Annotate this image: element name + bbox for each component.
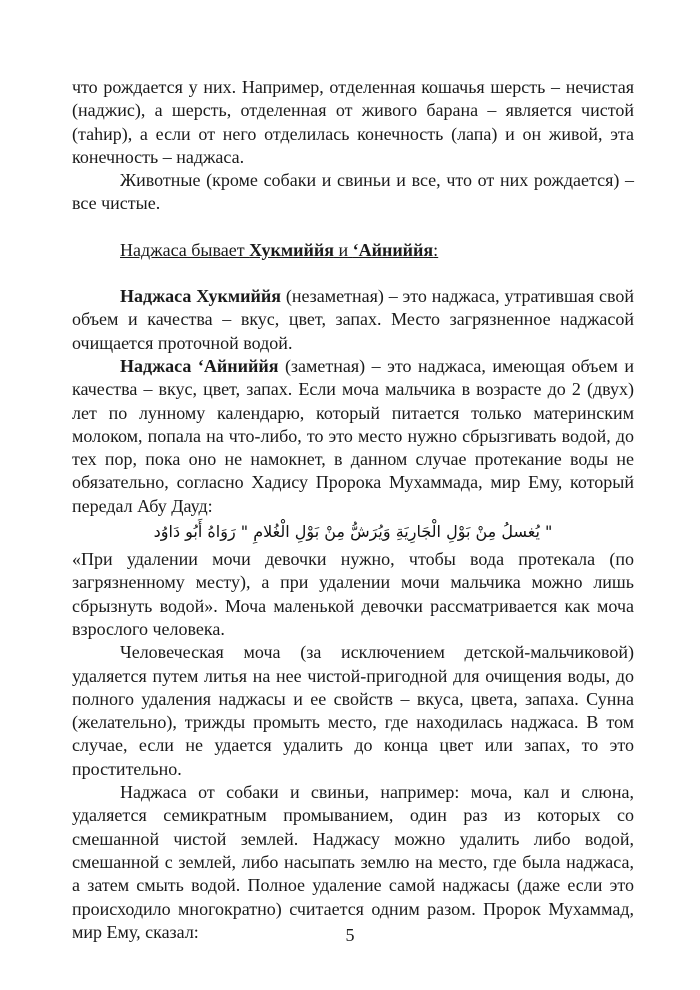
spacer [72,262,634,285]
page-body [72,76,634,944]
spacer [72,216,634,239]
heading-text-3: : [433,239,439,260]
heading-term-hukmiyya: Хукмиййя [249,239,334,260]
paragraph-hukmiyya [72,285,634,355]
page-number: 5 [345,925,355,945]
term-hukmiyya: Наджаса Хукмиййя [120,286,281,307]
heading-text-1: Наджаса бывает [120,239,250,260]
arabic-hadith: " يُغسلُ مِنْ بَوْلِ الْجَارِيَةِ وَيُرَشُّ مِنْ بَوْلِ الْغُلامِ " رَوَاهُ أَبُو دَاوُد [153,522,553,542]
paragraph-ayniyya [72,355,634,518]
paragraph-2: Животные (кроме собаки и свиньи и все, что от них рождается) – все чистые. [72,170,634,214]
term-ayniyya: Наджаса ‘Айниййя [120,355,279,376]
paragraph-human-urine: Человеческая моча (за исключением детской-мальчиковой) удаляется путем литья на нее чистой-пригодной для очищения воды, до полного удаления наджасы и ее свойств – вкуса, цвета, запаха. Сунна (желательно), трижды промыть место, где находилась наджаса. В том случае, если не удается удалить до конца цвет или запах, то это простительно. [72,642,634,779]
paragraph-translation: «При удалении мочи девочки нужно, чтобы вода протекала (по загрязненному месту), а при удалении мочи мальчика можно лишь сбрызнуть водой». Моча маленькой девочки рассматривается как моча взрослого человека. [72,549,634,639]
paragraph-1: что рождается у них. Например, отделенная кошачья шерсть – нечистая (наджис), а шерсть, отделенная от живого барана – является чистой (таhир), а если от него отделилась конечность (лапа) и он живой, эта конечность – наджаса. [72,77,634,167]
section-heading [72,239,634,262]
paragraph-dog-pig: Наджаса от собаки и свиньи, например: моча, кал и слюна, удаляется семикратным промыванием, один раз из которых со смешанной чистой землей. Наджасу можно удалить либо водой, смешанной с землей, либо насыпать землю на место, где была наджаса, а затем смыть водой. Полное удаление самой наджасы (даже если это происходило многократно) считается одним разом. Пророк Мухаммад, мир Ему, сказал: [72,782,634,942]
definition-ayniyya: (заметная) – это наджаса, имеющая объем и качества – вкус, цвет, запах. Если моча мальчика в возрасте до 2 (двух) лет по лунному календарю, который питается только материнским молоком, попала на что-либо, то это место нужно сбрызгивать водой, до тех пор, пока оно не намокнет, в данном случае протекание воды не обязательно, согласно Хадису Пророка Мухаммада, мир Ему, который передал Абу Дауд: [72,355,634,516]
heading-term-ayniyya: ‘Айниййя [352,239,434,260]
heading-text-2: и [333,239,353,260]
definition-hukmiyya: (незаметная) – это наджаса, утратившая свой объем и качества – вкус, цвет, запах. Место загрязненное наджасой очищается проточной водой. [72,286,634,353]
